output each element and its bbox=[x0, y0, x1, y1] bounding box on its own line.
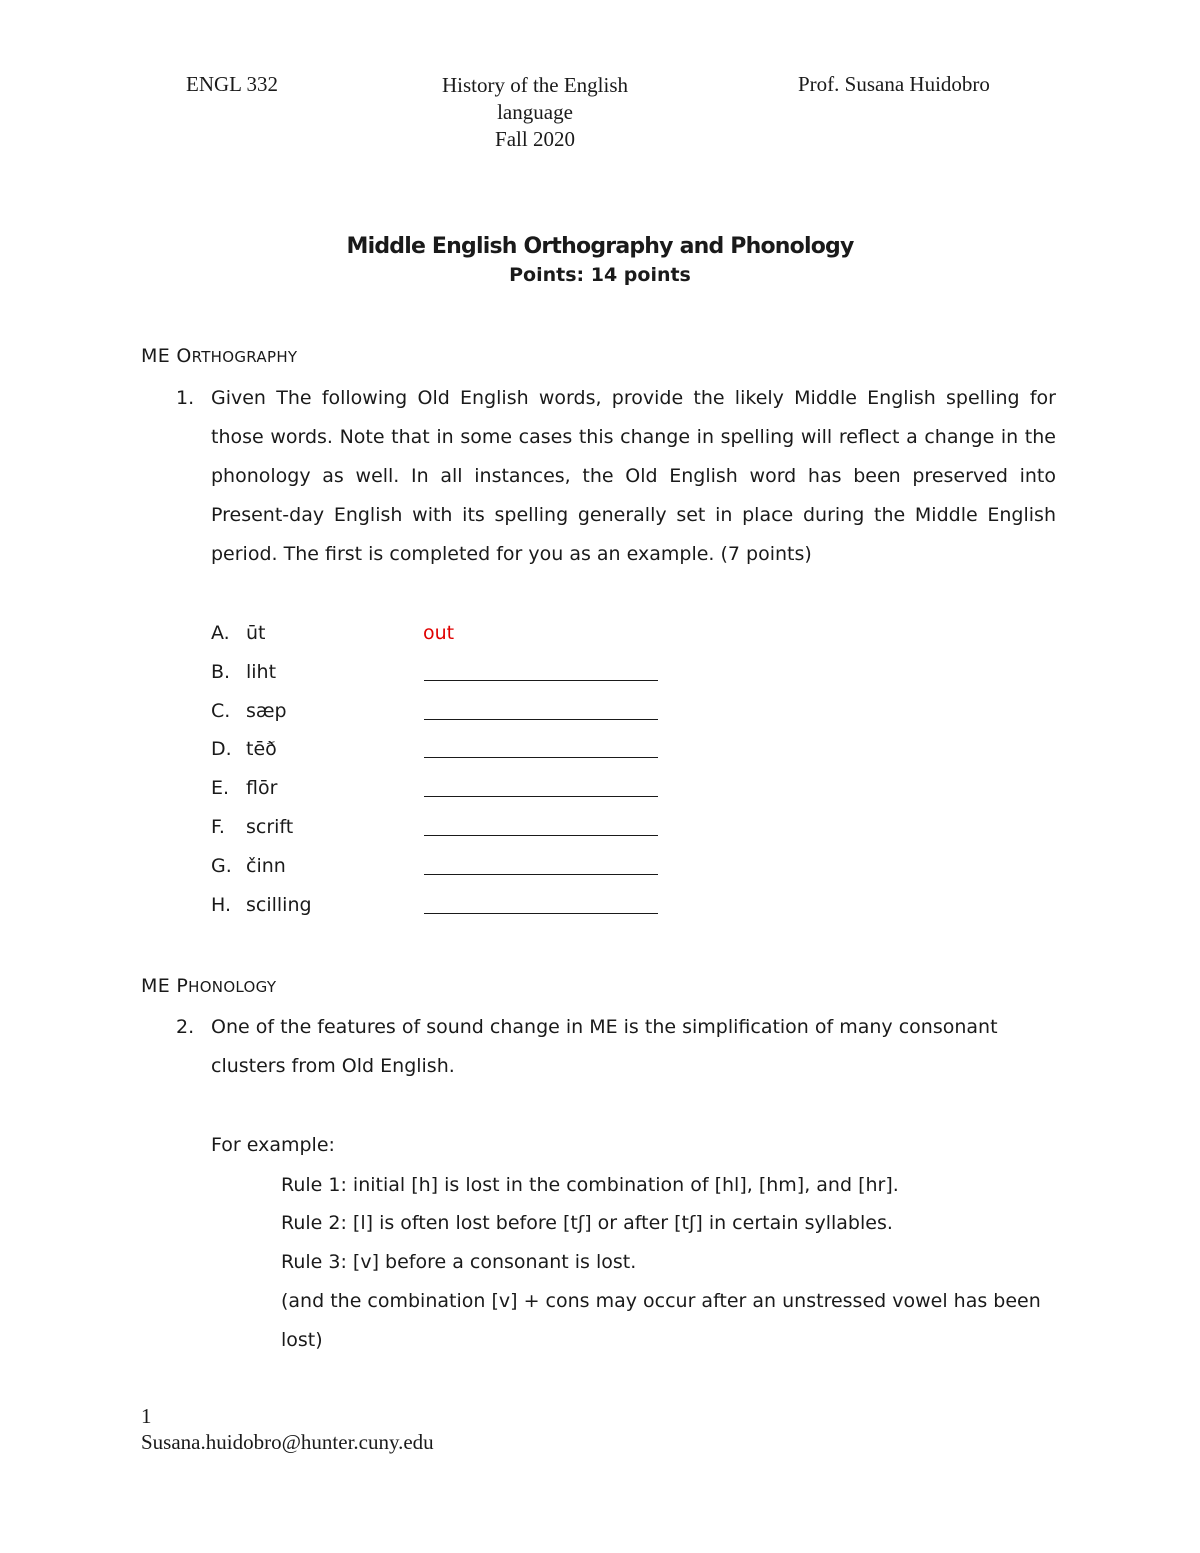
section-heading-orthography bbox=[141, 345, 297, 367]
question-line: One of the features of sound change in ME is the simplification of many consonant bbox=[211, 1016, 998, 1038]
item-letter: D. bbox=[211, 738, 232, 760]
answer-blank[interactable] bbox=[424, 835, 658, 836]
heading-rest: HONOLOGY bbox=[188, 978, 277, 996]
item-letter: F. bbox=[211, 816, 225, 838]
header-title-line1: History of the English bbox=[441, 73, 629, 97]
header-professor: Prof. Susana Huidobro bbox=[798, 72, 990, 96]
header-title-line2: language bbox=[497, 100, 573, 124]
example-label: For example: bbox=[211, 1134, 335, 1156]
rule-line: Rule 3: [v] before a consonant is lost. bbox=[281, 1251, 637, 1273]
rule-line: (and the combination [v] + cons may occur after an unstressed vowel has been bbox=[281, 1290, 1041, 1312]
header-term: Fall 2020 bbox=[495, 127, 575, 151]
answer-blank[interactable] bbox=[424, 680, 658, 681]
item-word: činn bbox=[246, 855, 286, 877]
rule-line: Rule 2: [l] is often lost before [tʃ] or after [tʃ] in certain syllables. bbox=[281, 1212, 893, 1234]
item-word: tēð bbox=[246, 738, 277, 760]
question-line: those words. Note that in some cases this change in spelling will reflect a change in the bbox=[211, 426, 1056, 448]
item-word: scrift bbox=[246, 816, 294, 838]
answer-blank[interactable] bbox=[424, 796, 658, 797]
section-heading-phonology bbox=[141, 975, 276, 997]
item-letter: H. bbox=[211, 894, 231, 916]
item-letter: C. bbox=[211, 700, 231, 722]
answer-blank[interactable] bbox=[424, 874, 658, 875]
question-2-text bbox=[211, 1008, 1056, 1086]
document-points: Points: 14 points bbox=[509, 264, 691, 286]
item-word: liht bbox=[246, 661, 277, 683]
footer-email: Susana.huidobro@hunter.cuny.edu bbox=[141, 1430, 434, 1454]
rule-line: Rule 1: initial [h] is lost in the combination of [hl], [hm], and [hr]. bbox=[281, 1174, 899, 1196]
header-course: ENGL 332 bbox=[186, 72, 278, 96]
question-line: Given The following Old English words, provide the likely Middle English spelling for bbox=[211, 387, 1056, 409]
question-line: period. The first is completed for you as an example. (7 points) bbox=[211, 543, 812, 565]
heading-rest: RTHOGRAPHY bbox=[191, 348, 298, 366]
document-title: Middle English Orthography and Phonology bbox=[346, 234, 854, 259]
question-line: Present-day English with its spelling generally set in place during the Middle English bbox=[211, 504, 1056, 526]
item-word: scilling bbox=[246, 894, 312, 916]
item-letter: A. bbox=[211, 622, 230, 644]
answer-blank[interactable] bbox=[424, 719, 658, 720]
item-answer: out bbox=[423, 622, 455, 644]
question-1-text bbox=[211, 379, 1056, 574]
question-number: 1. bbox=[176, 387, 195, 409]
item-letter: G. bbox=[211, 855, 232, 877]
header-course-title bbox=[410, 72, 660, 153]
rule-line: lost) bbox=[281, 1329, 323, 1351]
question-number: 2. bbox=[176, 1016, 195, 1038]
answer-blank[interactable] bbox=[424, 913, 658, 914]
item-letter: E. bbox=[211, 777, 230, 799]
question-line: phonology as well. In all instances, the Old English word has been preserved into bbox=[211, 465, 1056, 487]
heading-prefix: ME O bbox=[141, 345, 192, 367]
question-line: clusters from Old English. bbox=[211, 1055, 455, 1077]
item-word: sæp bbox=[246, 700, 287, 722]
heading-prefix: ME P bbox=[141, 975, 189, 997]
item-letter: B. bbox=[211, 661, 231, 683]
footer-page-number: 1 bbox=[141, 1404, 152, 1428]
item-word: ūt bbox=[246, 622, 266, 644]
answer-blank[interactable] bbox=[424, 757, 658, 758]
item-word: flōr bbox=[246, 777, 278, 799]
